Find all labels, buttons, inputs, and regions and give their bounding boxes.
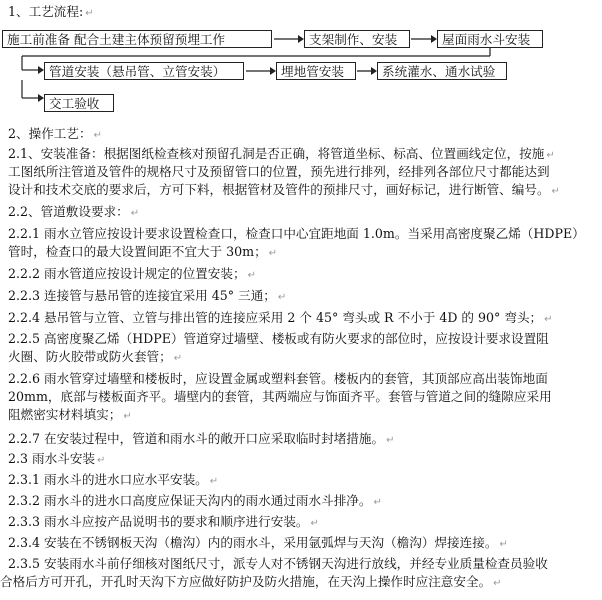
line-text: 设计和技术交底的要求后，方可下料，根据管材及管件的预排尺寸，画好标记，进行断管、编号。 — [8, 182, 550, 197]
paragraph-line — [8, 535, 508, 553]
section-heading-operation — [8, 126, 102, 144]
paragraph-line — [8, 556, 548, 572]
line-text: 管时，检查口的最大设置间距不宜大于 30m； — [8, 244, 267, 259]
heading-text: 1、工艺流程: — [8, 4, 84, 19]
line-text: 20mm，底部与楼板面齐平。墙壁内的套管，其两端应与饰面齐平。套管与管道之间的缝隙应采用 — [8, 389, 552, 404]
flow-step-preparation — [2, 30, 272, 48]
heading-text: 2、操作工艺： — [8, 126, 92, 141]
paragraph-line — [8, 389, 552, 405]
flow-step-label: 交工验收 — [49, 96, 100, 111]
line-text: 2.2.2 雨水管道应按设计规定的位置安装； — [8, 266, 246, 281]
flow-step-label: 支架制作、安装 — [309, 32, 398, 47]
paragraph-line — [8, 514, 319, 532]
line-text: 2.2.4 悬吊管与立管、立管与排出管的连接应采用 2 个 45° 弯头或 R 不小于 4D 的 90° 弯头； — [8, 310, 543, 325]
line-text: 2.2、管道敷设要求： — [8, 204, 129, 219]
line-text: 2.2.6 雨水管穿过墙壁和楼板时，应设置金属或塑料套管。楼板内的套管，其顶部应高出装饰地面 — [8, 371, 548, 386]
line-text: 合格后方可开孔，开孔时天沟下方应做好防护及防火措施，在天沟上操作时应注意安全。 — [0, 574, 492, 589]
flow-arrow-icon — [411, 33, 437, 45]
paragraph-line — [8, 266, 256, 284]
paragraph-mark: ↵ — [93, 130, 102, 141]
flow-arrow-icon — [357, 65, 377, 77]
paragraph-mark: ↵ — [209, 476, 219, 487]
paragraph-mark: ↵ — [97, 455, 106, 466]
paragraph-mark: ↵ — [130, 208, 140, 219]
flow-step-label: 施工前准备 配合土建主体预留预埋工作 — [7, 32, 226, 47]
paragraph-mark: ↵ — [386, 435, 395, 446]
paragraph-line — [8, 472, 218, 490]
paragraph-line — [8, 244, 277, 262]
paragraph-mark: ↵ — [551, 186, 560, 197]
line-text: 2.2.7 在安装过程中，管道和雨水斗的敞开口应采取临时封堵措施。 — [8, 431, 385, 446]
line-text: 阻燃密实材料填实； — [8, 407, 122, 422]
line-text: 2.3.4 安装在不锈钢板天沟（檐沟）内的雨水斗，采用氩弧焊与天沟（檐沟）焊接连接。 — [8, 535, 498, 550]
flow-step-buried-pipe — [276, 62, 356, 80]
paragraph-line — [8, 407, 132, 425]
line-text: 2.3.1 雨水斗的进水口应水平安装。 — [8, 472, 208, 487]
paragraph-mark: ↵ — [546, 150, 555, 161]
paragraph-mark: ↵ — [277, 292, 287, 303]
paragraph-mark: ↵ — [499, 539, 508, 550]
flow-step-label: 管道安装（悬吊管、立管安装） — [49, 64, 226, 79]
line-text: 2.2.5 高密度聚乙烯（HDPE）管道穿过墙壁、楼板或有防火要求的部位时，应按设计要求设置阻 — [8, 331, 549, 346]
section-heading-process-flow — [8, 4, 94, 22]
flow-step-label: 系统灌水、通水试验 — [382, 64, 496, 79]
paragraph-mark: ↵ — [173, 353, 183, 364]
paragraph-line — [8, 349, 182, 367]
line-text: 2.2.3 连接管与悬吊管的连接宜采用 45° 三通； — [8, 288, 276, 303]
paragraph-mark: ↵ — [268, 248, 278, 259]
line-text: 2.1、安装准备：根据图纸检查核对预留孔洞是否正确，将管道坐标、标高、位置画线定位，按施 — [8, 146, 545, 161]
flow-step-water-test — [377, 62, 507, 80]
line-text: 2.2.1 雨水立管应按设计要求设置检查口，检查口中心宜距地面 1.0m。当采用高密度聚乙烯（HDPE） — [8, 226, 585, 241]
flow-arrow-icon — [246, 65, 276, 77]
paragraph-mark: ↵ — [123, 411, 132, 422]
paragraph-line — [8, 164, 550, 180]
flow-step-label: 屋面雨水斗安装 — [442, 32, 531, 47]
paragraph-line — [8, 451, 105, 469]
paragraph-line — [8, 204, 139, 222]
line-text: 火圈、防火胶带或防火套管； — [8, 349, 172, 364]
paragraph-line — [8, 182, 560, 200]
paragraph-line — [8, 331, 549, 347]
paragraph-line — [8, 431, 394, 449]
flow-step-roof-drain — [437, 30, 543, 48]
paragraph-line — [8, 146, 555, 164]
flow-step-pipe-install — [44, 62, 244, 80]
paragraph-mark: ↵ — [247, 270, 256, 281]
line-text: 2.3.3 雨水斗应按产品说明书的要求和顺序进行安装。 — [8, 514, 309, 529]
paragraph-line — [8, 310, 553, 328]
flow-arrow-icon — [274, 33, 304, 45]
line-text: 2.3.5 安装雨水斗前仔细核对图纸尺寸，派专人对不锈钢天沟进行放线，并经专业质量检查员验收 — [8, 556, 548, 571]
paragraph-mark: ↵ — [544, 314, 553, 325]
paragraph-line — [8, 493, 382, 511]
paragraph-mark: ↵ — [373, 497, 382, 508]
flow-step-label: 埋地管安装 — [281, 64, 344, 79]
line-text: 工图纸所注管道及管件的规格尺寸及预留管口的位置，预先进行排列，经排列各部位尺寸都能达到 — [8, 164, 550, 179]
flow-step-handover — [44, 94, 114, 112]
line-text: 2.3 雨水斗安装 — [8, 451, 96, 466]
paragraph-mark: ↵ — [85, 8, 94, 19]
paragraph-mark: ↵ — [493, 578, 502, 589]
line-text: 2.3.2 雨水斗的进水口高度应保证天沟内的雨水通过雨水斗排净。 — [8, 493, 372, 508]
paragraph-line — [8, 371, 548, 387]
flow-step-bracket — [304, 30, 410, 48]
paragraph-line — [8, 288, 286, 306]
paragraph-mark: ↵ — [310, 518, 319, 529]
paragraph-line — [8, 226, 585, 242]
paragraph-line — [0, 574, 502, 592]
